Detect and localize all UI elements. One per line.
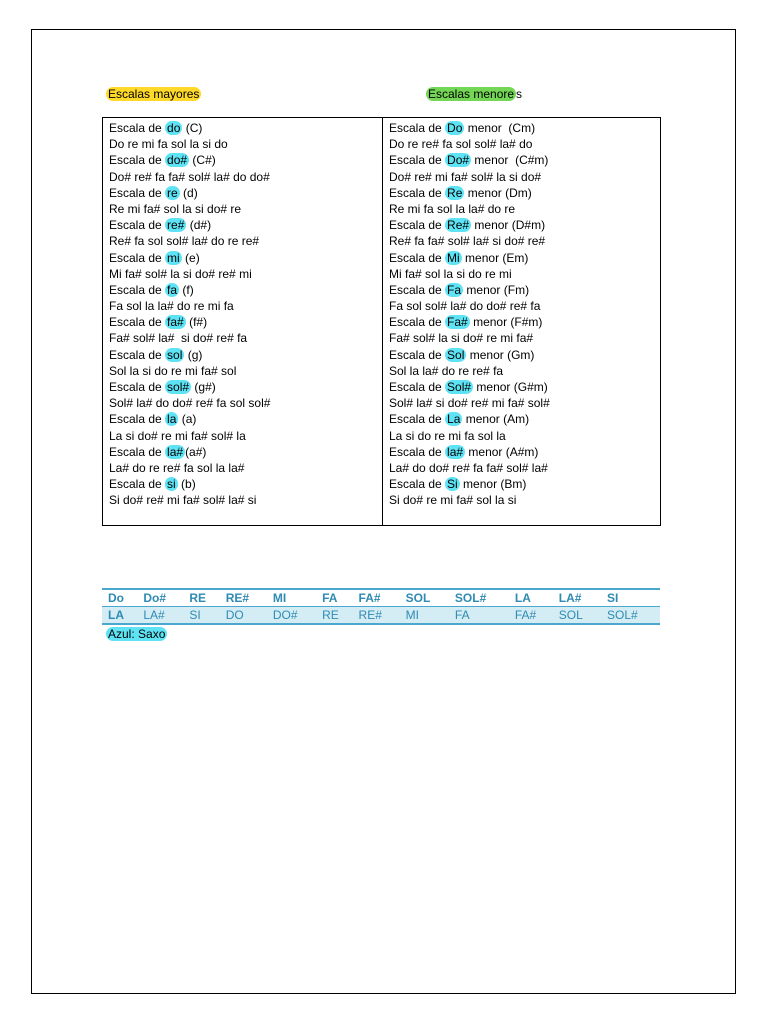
scale-title-prefix: Escala de (109, 250, 166, 265)
scale-title-prefix: Escala de (389, 347, 446, 362)
equivalence-sax-cell: MI (400, 607, 449, 625)
scale-root-note: la# (167, 444, 184, 459)
scale-root-note: Si (447, 477, 458, 492)
scale-notes-line: Do# re# mi fa# sol# la si do# (389, 169, 542, 184)
scale-title-line (109, 476, 382, 492)
scale-title-suffix: (g#) (191, 380, 216, 394)
scale-notes-line: Si do# re# mi fa# sol# la# si (109, 493, 257, 508)
scale-root-note: Fa (447, 282, 462, 297)
equivalence-header-cell: FA (316, 589, 352, 607)
equivalence-sax-cell: DO# (267, 607, 316, 625)
scale-root-note: Do (447, 121, 463, 135)
scale-title-prefix: Escala de (109, 444, 166, 459)
equivalence-sax-cell: LA# (137, 607, 183, 625)
scale-title-prefix: Escala de (389, 477, 446, 492)
scale-notes-line: La si do# re mi fa# sol# la (109, 428, 246, 443)
scale-root-note: Re (447, 185, 463, 200)
scale-root-note: La (447, 412, 461, 427)
equivalence-header-cell: SI (601, 589, 660, 607)
equivalence-header-cell: Do# (137, 589, 183, 607)
equivalence-sax-cell: DO (220, 607, 267, 625)
scale-notes-line: Fa# sol# la# si do# re# fa (109, 331, 248, 346)
scale-title-prefix: Escala de (109, 282, 166, 297)
scale-root-note: Sol# (447, 380, 472, 394)
scale-root-note: la (167, 412, 177, 427)
equivalence-header-cell: FA# (353, 589, 400, 607)
scale-root-note: Mi (447, 250, 460, 265)
scale-title-suffix: (a) (178, 412, 197, 427)
scale-root-note: fa# (167, 315, 184, 330)
heading-minor-scales (426, 87, 522, 102)
scale-title-suffix: menor (G#m) (473, 380, 548, 394)
scale-title-suffix: menor (Fm) (463, 282, 530, 297)
scale-title-prefix: Escala de (109, 347, 166, 362)
scale-title-prefix: Escala de (389, 315, 446, 330)
scale-root-note: Fa# (447, 315, 468, 330)
scale-notes-line: Re mi fa sol la la# do re (389, 201, 516, 216)
scale-title-suffix: menor (Cm) (464, 121, 536, 135)
scale-title-suffix: (e) (181, 250, 200, 265)
equivalence-sax-cell: RE (316, 607, 352, 625)
scale-title-suffix: (d) (179, 185, 198, 200)
note-equivalence-table (102, 588, 660, 625)
scale-notes-line: La# do do# re# fa fa# sol# la# (389, 460, 548, 475)
scale-notes-line: Sol la la# do re re# fa (389, 363, 504, 378)
scale-title-suffix: (a#) (185, 444, 207, 459)
equivalence-sax-cell: LA (102, 607, 137, 625)
scale-title-prefix: Escala de (389, 218, 446, 233)
scale-title-prefix: Escala de (109, 477, 166, 492)
scale-title-suffix: menor (Am) (462, 412, 530, 427)
scale-notes-line: Mi fa# sol# la si do# re# mi (109, 266, 252, 281)
scale-title-prefix: Escala de (389, 282, 446, 297)
scale-title-line (109, 347, 382, 363)
scale-root-note: do# (167, 153, 188, 168)
scale-title-suffix: menor (Bm) (459, 477, 527, 492)
equivalence-header-cell: RE# (220, 589, 267, 607)
scale-root-note: la# (447, 444, 464, 459)
equivalence-sax-cell: FA# (509, 607, 553, 625)
scale-title-prefix: Escala de (389, 412, 446, 427)
scale-title-line (389, 282, 660, 298)
scale-root-note: re (167, 185, 178, 200)
scale-notes-line: Fa# sol# la si do# re mi fa# (389, 331, 534, 346)
scale-title-prefix: Escala de (389, 444, 446, 459)
minor-scales-column (383, 118, 660, 525)
scale-notes-line: Do re mi fa sol la si do (109, 137, 228, 152)
equivalence-sax-cell: FA (449, 607, 509, 625)
scale-notes-line: Si do# re mi fa# sol la si (389, 493, 517, 508)
scale-title-suffix: (g) (184, 347, 203, 362)
minor-heading-text: Escalas menore (428, 87, 515, 101)
scale-notes-line: Re# fa sol sol# la# do re re# (109, 234, 260, 249)
scale-title-prefix: Escala de (109, 315, 166, 330)
scale-root-note: mi (167, 250, 180, 265)
equivalence-header-cell: LA# (553, 589, 601, 607)
scale-title-line (389, 444, 660, 460)
scale-root-note: re# (167, 218, 185, 233)
scale-title-line (109, 379, 382, 395)
scale-title-suffix: (C#) (189, 153, 216, 168)
scale-title-line (389, 379, 660, 395)
scale-title-suffix: menor (D#m) (471, 218, 546, 233)
scale-notes-line: Mi fa# sol la si do re mi (389, 266, 512, 281)
scale-title-suffix: (f#) (185, 315, 208, 330)
scale-title-suffix: (b) (177, 477, 196, 492)
scale-notes-line: Re mi fa# sol la si do# re (109, 201, 242, 216)
scale-title-prefix: Escala de (109, 121, 166, 135)
equivalence-sax-cell: SOL# (601, 607, 660, 625)
scale-title-line (389, 250, 660, 266)
scale-title-line (389, 120, 660, 136)
equivalence-header-cell: MI (267, 589, 316, 607)
scale-notes-line: Re# fa fa# sol# la# si do# re# (389, 234, 546, 249)
scale-notes-line: Sol# la# do do# re# fa sol sol# (109, 396, 271, 411)
equivalence-header-row (102, 589, 660, 607)
scale-title-line (389, 152, 660, 168)
scale-root-note: si (167, 477, 176, 492)
scale-notes-line: La si do re mi fa sol la (389, 428, 506, 443)
scale-title-line (109, 250, 382, 266)
scale-notes-line: Do# re# fa fa# sol# la# do do# (109, 169, 270, 184)
scale-notes-line: Fa sol la la# do re mi fa (109, 299, 234, 314)
scale-title-suffix: menor (Dm) (464, 185, 532, 200)
scale-title-prefix: Escala de (109, 412, 166, 427)
scale-title-line (389, 217, 660, 233)
equivalence-header-cell: Do (102, 589, 137, 607)
major-scales-column (103, 118, 383, 525)
scale-root-note: fa (167, 282, 178, 297)
scale-notes-line: Sol# la# si do# re# mi fa# sol# (389, 396, 550, 411)
scale-title-line (389, 347, 660, 363)
scale-notes-line: La# do re re# fa sol la la# (109, 460, 245, 475)
scale-root-note: sol (167, 347, 183, 362)
scale-title-suffix: (d#) (186, 218, 212, 233)
scale-title-prefix: Escala de (109, 185, 166, 200)
scale-title-suffix: (f) (179, 282, 194, 297)
scale-title-suffix: menor (C#m) (471, 153, 549, 168)
equivalence-sax-cell: SI (183, 607, 219, 625)
legend-note (106, 627, 167, 642)
scale-title-line (389, 476, 660, 492)
scale-notes-line: Sol la si do re mi fa# sol (109, 363, 237, 378)
scale-title-line (109, 217, 382, 233)
scale-title-suffix: menor (F#m) (469, 315, 543, 330)
scale-title-suffix: menor (Gm) (466, 347, 535, 362)
scale-title-line (109, 185, 382, 201)
scale-notes-line: Fa sol sol# la# do do# re# fa (389, 299, 541, 314)
scale-title-prefix: Escala de (389, 250, 446, 265)
scale-root-note: Sol (447, 347, 465, 362)
scale-title-prefix: Escala de (389, 153, 446, 168)
scale-title-suffix: (C) (182, 121, 203, 135)
scales-table (102, 117, 661, 526)
scale-title-prefix: Escala de (389, 121, 446, 135)
scale-title-line (389, 314, 660, 330)
scale-title-line (109, 152, 382, 168)
scale-title-line (389, 411, 660, 427)
scale-title-prefix: Escala de (109, 153, 166, 168)
equivalence-header-cell: SOL (400, 589, 449, 607)
scale-title-line (109, 444, 382, 460)
equivalence-header-cell: SOL# (449, 589, 509, 607)
scale-root-note: Do# (447, 153, 470, 168)
scale-title-suffix: menor (Em) (461, 250, 529, 265)
scale-root-note: sol# (167, 380, 190, 394)
equivalence-header-cell: LA (509, 589, 553, 607)
scale-notes-line: Do re re# fa sol sol# la# do (389, 137, 533, 152)
equivalence-sax-cell: RE# (353, 607, 400, 625)
heading-major-scales (106, 87, 201, 102)
scale-title-prefix: Escala de (109, 218, 166, 233)
equivalence-sax-row (102, 607, 660, 625)
scale-title-line (109, 282, 382, 298)
scale-title-prefix: Escala de (389, 380, 446, 394)
scale-root-note: do (167, 121, 181, 135)
equivalence-header-cell: RE (183, 589, 219, 607)
scale-title-suffix: menor (A#m) (465, 444, 539, 459)
minor-heading-tail: s (516, 87, 523, 101)
scale-title-line (109, 314, 382, 330)
scale-root-note: Re# (447, 218, 470, 233)
scale-title-prefix: Escala de (389, 185, 446, 200)
scale-title-line (109, 120, 382, 136)
scale-title-line (389, 185, 660, 201)
major-heading-text: Escalas mayores (108, 87, 200, 101)
equivalence-sax-cell: SOL (553, 607, 601, 625)
scale-title-prefix: Escala de (109, 380, 166, 394)
legend-note-text: Azul: Saxo (108, 627, 166, 641)
scale-title-line (109, 411, 382, 427)
